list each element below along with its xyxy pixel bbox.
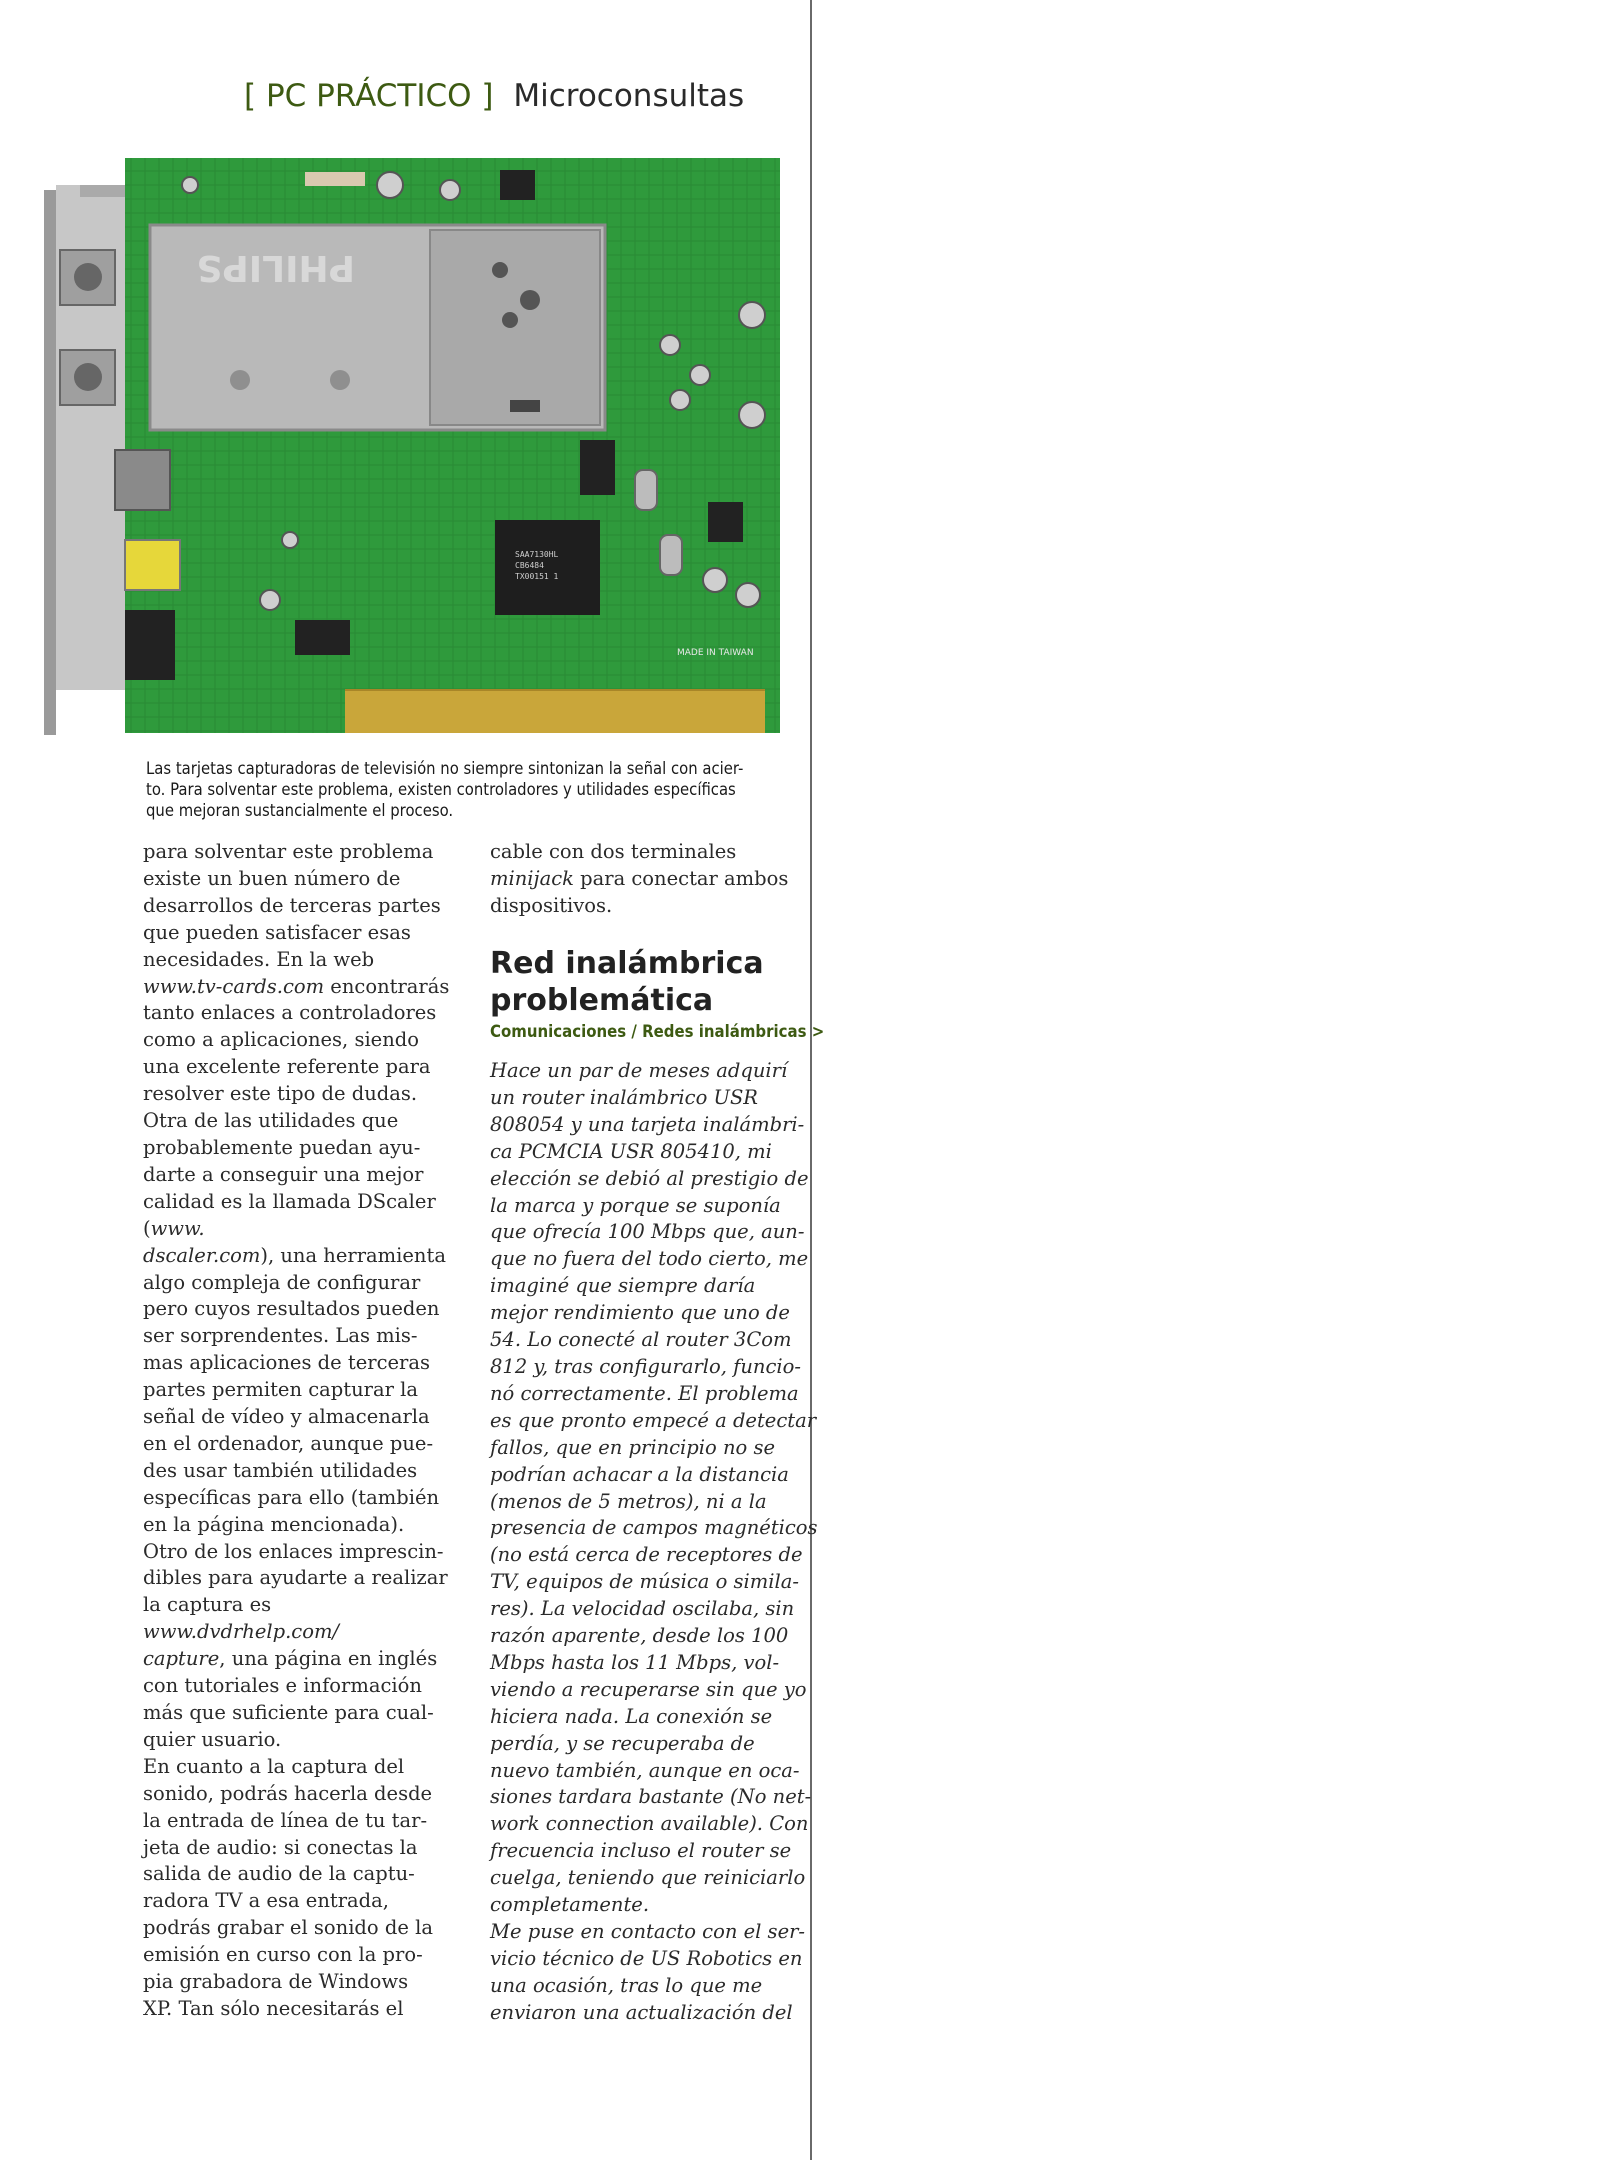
text-line: con tutoriales e información: [143, 1674, 422, 1698]
philips-chip: [495, 520, 600, 615]
text-line: dscaler.com), una herramienta: [143, 1243, 446, 1267]
text-line: ca PCMCIA USR 805410, mi: [490, 1139, 772, 1163]
text-line: pero cuyos resultados pueden: [143, 1297, 440, 1321]
text-line: que no fuera del todo cierto, me: [490, 1247, 809, 1271]
text-line: razón aparente, desde los 100: [490, 1624, 789, 1648]
text-line: Hace un par de meses adquirí: [490, 1059, 788, 1082]
text-line: frecuencia incluso el router se: [490, 1839, 792, 1863]
text-line: enviaron una actualización del: [490, 2000, 793, 2024]
text-line: salida de audio de la captu-: [143, 1862, 415, 1886]
text-line: presencia de campos magnéticos: [490, 1516, 818, 1540]
bracket-edge: [44, 190, 56, 735]
text-line: Otra de las utilidades que: [143, 1109, 399, 1133]
text-line: dispositivos.: [490, 893, 613, 917]
text-line: hiciera nada. La conexión se: [490, 1704, 773, 1728]
text-line: viendo a recuperarse sin que yo: [490, 1677, 807, 1701]
text-line: 812 y, tras configurarlo, funcio-: [490, 1354, 801, 1378]
text-line: la captura es: [143, 1593, 272, 1617]
text-line: nuevo también, aunque en oca-: [490, 1758, 800, 1782]
text-line: imaginé que siempre daría: [490, 1274, 756, 1298]
text-line: nó correctamente. El problema: [490, 1381, 799, 1405]
text-line: dibles para ayudarte a realizar: [143, 1566, 448, 1590]
text-line: que pueden satisfacer esas: [143, 920, 411, 944]
text-line: www.tv-cards.com encontrarás: [143, 974, 450, 998]
board-text: MADE IN TAIWAN: [677, 648, 754, 658]
audio-port: [125, 610, 175, 680]
chip-text-3: TX00151 1: [515, 572, 559, 581]
text-line: capture, una página en inglés: [143, 1647, 438, 1671]
text-line: ser sorprendentes. Las mis-: [143, 1324, 418, 1348]
text-line: Mbps hasta los 11 Mbps, vol-: [490, 1650, 780, 1674]
crystal: [660, 535, 682, 575]
text-line: jeta de audio: si conectas la: [143, 1835, 418, 1859]
text-line: des usar también utilidades: [143, 1458, 418, 1482]
text-line: perdía, y se recuperaba de: [490, 1731, 755, 1755]
tuner-module: [150, 225, 605, 430]
text-line: la marca y porque se suponía: [490, 1193, 781, 1217]
text-line: tanto enlaces a controladores: [143, 1001, 437, 1025]
text-line: en el ordenador, aunque pue-: [143, 1431, 434, 1455]
small-ic: [500, 170, 535, 200]
text-line: pia grabadora de Windows: [143, 1970, 409, 1994]
text-line: probablemente puedan ayu-: [143, 1135, 421, 1159]
text-line: un router inalámbrico USR: [490, 1085, 758, 1109]
article-body: [490, 1058, 818, 2027]
text-line: minijack para conectar ambos: [490, 866, 789, 890]
text-line: quier usuario.: [143, 1727, 282, 1751]
text-line: para solventar este problema: [143, 840, 434, 863]
text-line: podrían achacar a la distancia: [490, 1462, 789, 1486]
text-line: darte a conseguir una mejor: [143, 1162, 424, 1186]
tv-capture-card-photo: [40, 150, 785, 740]
text-line: como a aplicaciones, siendo: [143, 1028, 420, 1052]
resistor: [305, 172, 365, 186]
text-line: que ofrecía 100 Mbps que, aun-: [490, 1220, 805, 1244]
article-title: [490, 945, 764, 1019]
text-line: específicas para ello (también: [143, 1485, 440, 1509]
text-line: partes permiten capturar la: [143, 1378, 418, 1402]
text-line: XP. Tan sólo necesitarás el: [143, 1996, 404, 2020]
text-line: emisión en curso con la pro-: [143, 1943, 423, 1967]
text-line: completamente.: [490, 1893, 650, 1917]
text-line: mejor rendimiento que uno de: [490, 1301, 790, 1325]
text-line: mas aplicaciones de terceras: [143, 1351, 430, 1375]
small-ic: [580, 440, 615, 495]
text-line: work connection available). Con: [490, 1812, 809, 1836]
text-line: radora TV a esa entrada,: [143, 1889, 389, 1913]
text-line: TV, equipos de música o simila-: [490, 1570, 799, 1594]
text-line: fallos, que en principio no se: [490, 1435, 775, 1459]
caption-line: que mejoran sustancialmente el proceso.: [146, 801, 454, 820]
body-column-right-intro: [490, 839, 788, 920]
text-line: calidad es la llamada DScaler: [143, 1189, 436, 1213]
text-line: (menos de 5 metros), ni a la: [490, 1489, 767, 1513]
page-header: [244, 78, 744, 114]
text-line: elección se debió al prestigio de: [490, 1166, 809, 1190]
text-line: desarrollos de terceras partes: [143, 893, 441, 917]
text-line: Me puse en contacto con el ser-: [490, 1920, 806, 1943]
small-ic: [295, 620, 350, 655]
gold-contacts: [345, 690, 765, 733]
svideo-port: [115, 450, 170, 510]
subsection-title: Microconsultas: [513, 78, 745, 114]
text-line: existe un buen número de: [143, 866, 401, 890]
section-title: [ PC PRÁCTICO ]: [244, 78, 494, 114]
text-line: podrás grabar el sonido de la: [143, 1916, 433, 1940]
chip-text-1: SAA7130HL: [515, 550, 559, 559]
text-line: siones tardara bastante (No net-: [490, 1785, 812, 1809]
text-line: res). La velocidad oscilaba, sin: [490, 1597, 795, 1621]
body-column-left: [143, 839, 449, 2023]
text-line: (www.: [143, 1216, 205, 1240]
regulator: [708, 502, 743, 542]
text-line: la entrada de línea de tu tar-: [143, 1808, 428, 1832]
title-line: Red inalámbrica: [490, 946, 764, 981]
caption-line: Las tarjetas capturadoras de televisión no siempre sintonizan la señal con acier-: [146, 759, 744, 778]
text-line: en la página mencionada).: [143, 1512, 405, 1536]
text-line: necesidades. En la web: [143, 947, 375, 971]
figure-caption: [146, 758, 776, 821]
text-line: 54. Lo conecté al router 3Com: [490, 1328, 792, 1352]
text-line: una excelente referente para: [143, 1055, 431, 1079]
text-line: señal de vídeo y almacenarla: [143, 1405, 430, 1429]
text-line: resolver este tipo de dudas.: [143, 1082, 418, 1106]
text-line: sonido, podrás hacerla desde: [143, 1781, 433, 1805]
text-line: Otro de los enlaces imprescin-: [143, 1539, 444, 1563]
text-line: En cuanto a la captura del: [143, 1754, 405, 1778]
text-line: www.dvdrhelp.com/: [143, 1620, 339, 1644]
caption-line: to. Para solventar este problema, existen controladores y utilidades específicas: [146, 780, 736, 799]
text-line: una ocasión, tras lo que me: [490, 1973, 763, 1997]
title-line: problemática: [490, 983, 714, 1018]
text-line: 808054 y una tarjeta inalámbri-: [490, 1112, 805, 1136]
tuner-brand-text: PHILIPS: [196, 247, 355, 288]
text-line: algo compleja de configurar: [143, 1270, 421, 1294]
text-line: cuelga, teniendo que reiniciarlo: [490, 1866, 806, 1890]
text-line: cable con dos terminales: [490, 840, 737, 863]
text-line: más que suficiente para cual-: [143, 1701, 434, 1724]
text-line: (no está cerca de receptores de: [490, 1543, 803, 1567]
rca-yellow-port: [125, 540, 180, 590]
text-line: vicio técnico de US Robotics en: [490, 1946, 803, 1970]
text-line: es que pronto empecé a detectar: [490, 1408, 817, 1432]
crystal: [635, 470, 657, 510]
article-category: Comunicaciones / Redes inalámbricas >: [490, 1022, 825, 1042]
chip-text-2: CB6484: [515, 561, 544, 570]
